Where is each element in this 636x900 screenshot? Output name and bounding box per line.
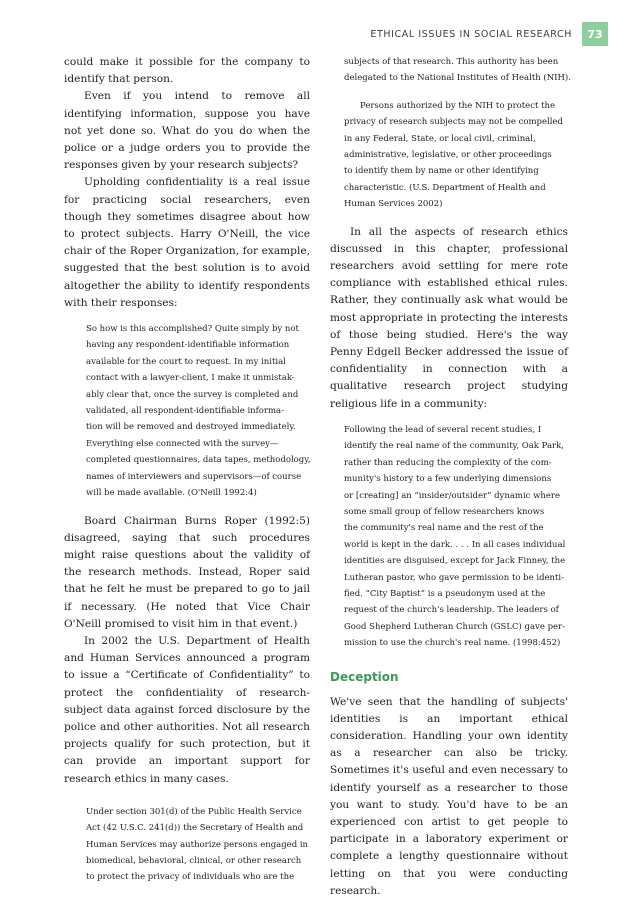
block-quote	[330, 422, 568, 652]
quote-line: Everything else connected with the survey—	[86, 438, 279, 449]
quote-line: having any respondent-identifiable information	[86, 340, 290, 351]
quote-line: rather than reducing the complexity of the com-	[344, 457, 552, 468]
quote-line: mission to use the church's real name. (1998:452)	[344, 638, 561, 649]
quote-line: names of interviewers and supervisors—of course	[86, 471, 302, 482]
quote-line: some small group of fellow researchers knows	[344, 506, 545, 517]
quote-line: Following the lead of several recent studies, I	[344, 424, 542, 435]
quote-line: identities are disguised, except for Jack Finney, the	[344, 556, 566, 567]
quote-line: Under section 301(d) of the Public Health Service	[86, 806, 302, 817]
quote-line: will be made available. (O'Neill 1992:4)	[86, 488, 257, 499]
block-quote	[64, 321, 310, 501]
quote-line: to protect the privacy of individuals who are the	[86, 872, 295, 883]
paragraph: In 2002 the U.S. Department of Health and Human Services announced a program to issue a “Certificate of Confidentiality” to protect the confidentiality of research-subject data against forced disclosure by the police and other authorities. Not all research projects qualify for such protection, but it can provide an important support for research ethics in many cases.	[64, 634, 310, 785]
quote-line: request of the church's leadership. The leaders of	[344, 605, 559, 616]
paragraph: could make it possible for the company to identify that person.	[64, 56, 310, 86]
paragraph: In all the aspects of research ethics discussed in this chapter, professional researchers avoid settling for mere rote compliance with established ethical rules. Rather, they continually ask what would be most appropriate in protecting the interests of those being studied. Here's the way Penny Edgell Becker addressed the issue of confidentiality in connection with a qualitative research project studying religious life in a community:	[330, 225, 568, 410]
page-number: 73	[582, 22, 608, 46]
block-quote	[64, 804, 310, 886]
quote-line: or [creating] an “insider/outsider” dynamic where	[344, 490, 561, 501]
quote-line: delegated to the National Institutes of Health (NIH).	[344, 73, 571, 84]
quote-line: ably clear that, once the survey is completed and	[86, 389, 299, 400]
quote-line: biomedical, behavioral, clinical, or other research	[86, 855, 302, 866]
quote-line: administrative, legislative, or other proceedings	[344, 150, 552, 161]
quote-line: Human Services 2002)	[344, 199, 443, 210]
section-heading: Deception	[330, 669, 399, 684]
quote-line: in any Federal, State, or local civil, criminal,	[344, 133, 536, 144]
quote-line: world is kept in the dark. . . . In all cases individual	[344, 539, 566, 550]
quote-line: available for the court to request. In my initial	[86, 356, 286, 367]
left-column	[64, 54, 310, 897]
quote-line: Lutheran pastor, who gave permission to be identi-	[344, 572, 565, 583]
quote-line: Persons authorized by the NIH to protect the	[360, 100, 556, 111]
paragraph: Board Chairman Burns Roper (1992:5) disagreed, saying that such procedures might raise questions about the validity of the research methods. Instead, Roper said that he felt he must be prepared to go to jail if necessary. (He noted that Vice Chair O'Neill promised to visit him in that event.)	[64, 514, 310, 630]
paragraph: Upholding confidentiality is a real issue for practicing social researchers, even though they sometimes disagree about how to protect subjects. Harry O'Neill, the vice chair of the Roper Organization, for example, suggested that the best solution is to avoid altogether the ability to identify respondents with their responses:	[64, 176, 310, 309]
quote-line: characteristic. (U.S. Department of Health and	[344, 182, 546, 193]
block-quote	[330, 54, 571, 87]
quote-line: fied. “City Baptist” is a pseudonym used at the	[344, 588, 546, 599]
right-column	[330, 54, 571, 900]
quote-line: munity's history to a few underlying dimensions	[344, 474, 552, 485]
quote-line: privacy of research subjects may not be compelled	[344, 117, 563, 128]
quote-line: Human Services may authorize persons engaged in	[86, 839, 309, 850]
quote-line: validated, all respondent-identifiable informa-	[86, 406, 284, 417]
quote-line: subjects of that research. This authority has been	[344, 57, 559, 67]
paragraph: We've seen that the handling of subjects' identities is an important ethical consideration. Handling your own identity as a researcher can also be tricky. Sometimes it's useful and even necessary to identify yourself as a researcher to those you want to study. You'd have to be an experienced con artist to get people to participate in a laboratory experiment or complete a lengthy questionnaire without letting on that you were conducting research.	[330, 695, 568, 897]
running-header	[370, 22, 608, 46]
quote-line: tion will be removed and destroyed immediately.	[86, 422, 296, 433]
block-quote	[330, 98, 568, 213]
paragraph: Even if you intend to remove all identifying information, suppose you have not yet done so. What do you do when the police or a judge orders you to provide the responses given by your research subjects?	[64, 90, 310, 172]
quote-line: identify the real name of the community, Oak Park,	[344, 441, 564, 452]
quote-line: completed questionnaires, data tapes, methodology,	[86, 455, 311, 466]
quote-line: the community's real name and the rest of the	[344, 523, 544, 534]
quote-line: to identify them by name or other identifying	[344, 166, 539, 177]
running-title: ETHICAL ISSUES IN SOCIAL RESEARCH	[370, 28, 572, 40]
quote-line: Act (42 U.S.C. 241(d)) the Secretary of Health and	[86, 823, 304, 834]
quote-line: contact with a lawyer-client, I make it unmistak-	[86, 373, 295, 384]
quote-line: So how is this accomplished? Quite simply by not	[86, 324, 299, 335]
quote-line: Good Shepherd Lutheran Church (GSLC) gave per-	[344, 621, 565, 632]
